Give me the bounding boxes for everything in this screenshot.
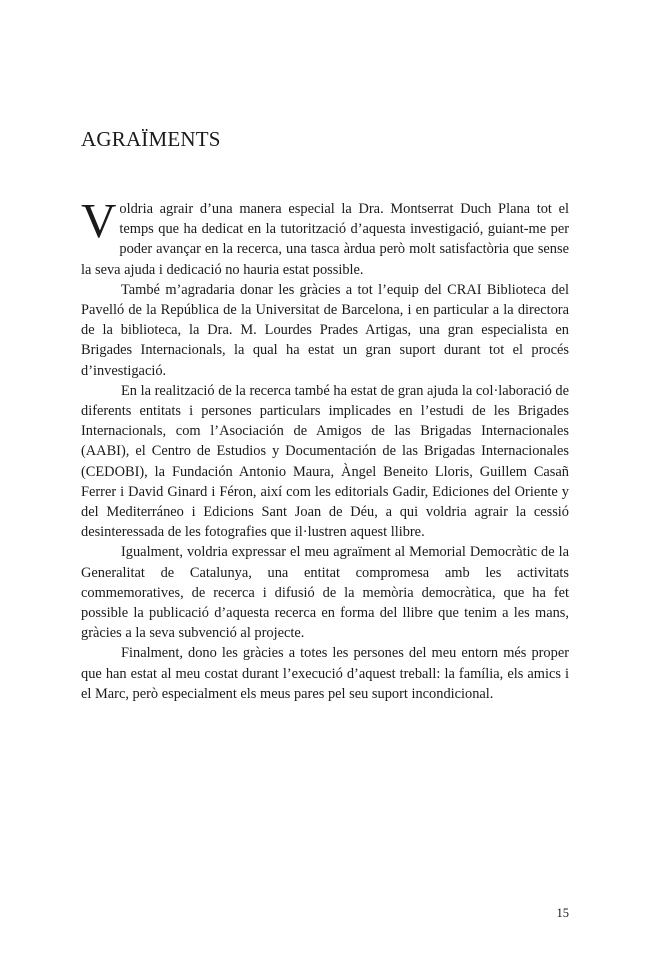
page-number: 15: [556, 906, 569, 920]
paragraph-1-text: oldria agrair d’una manera especial la Dra. Montserrat Duch Plana tot el temps que ha dedicat en la tutorització d’aquesta investigació, guiant-me per poder avançar en la recerca, una tasca àrdua però molt satisfactòria que sense la seva ajuda i dedicació no hauria estat possible.: [81, 201, 569, 278]
drop-cap: V: [81, 193, 117, 248]
acknowledgements-body: [81, 193, 569, 704]
page-title: AGRAÏMENTS: [81, 127, 221, 151]
paragraph-5: Finalment, dono les gràcies a totes les persones del meu entorn més proper que han estat al meu costat durant l’execució d’aquest treball: la família, els amics i el Marc, però especialment els meus pares pel seu suport incondicional.: [81, 645, 569, 702]
paragraph-1: [81, 193, 569, 280]
paragraph-4: Igualment, voldria expressar el meu agraïment al Memorial Democràtic de la Generalitat de Catalunya, una entitat compromesa amb les activitats commemoratives, de recerca i difusió de la memòria democràtica, que ha fet possible la publicació d’aquesta recerca en forma del llibre que tenim a les mans, gràcies a la seva subvenció al projecte.: [81, 544, 569, 642]
paragraph-3: En la realització de la recerca també ha estat de gran ajuda la col·laboració de diferents entitats i persones particulars implicades en l’estudi de les Brigades Internacionals, com l’Asociación de Amigos de las Brigadas Internacionales (AABI), el Centro de Estudios y Documentación de las Brigadas Internacionales (CEDOBI), la Fundación Antonio Maura, Àngel Beneito Lloris, Guillem Casañ Ferrer i David Ginard i Féron, així com les editorials Gadir, Ediciones del Oriente y del Mediterráneo i Edicions Sant Joan de Déu, a qui voldria agrair la cessió desinteressada de les fotografies que il·lustren aquest llibre.: [81, 382, 569, 541]
paragraph-2: També m’agradaria donar les gràcies a tot l’equip del CRAI Biblioteca del Pavelló de la República de la Universitat de Barcelona, i en particular a la directora de la biblioteca, la Dra. M. Lourdes Prades Artigas, una gran especialista en Brigades Internacionals, la qual ha estat un gran suport durant tot el procés d’investigació.: [81, 281, 569, 379]
